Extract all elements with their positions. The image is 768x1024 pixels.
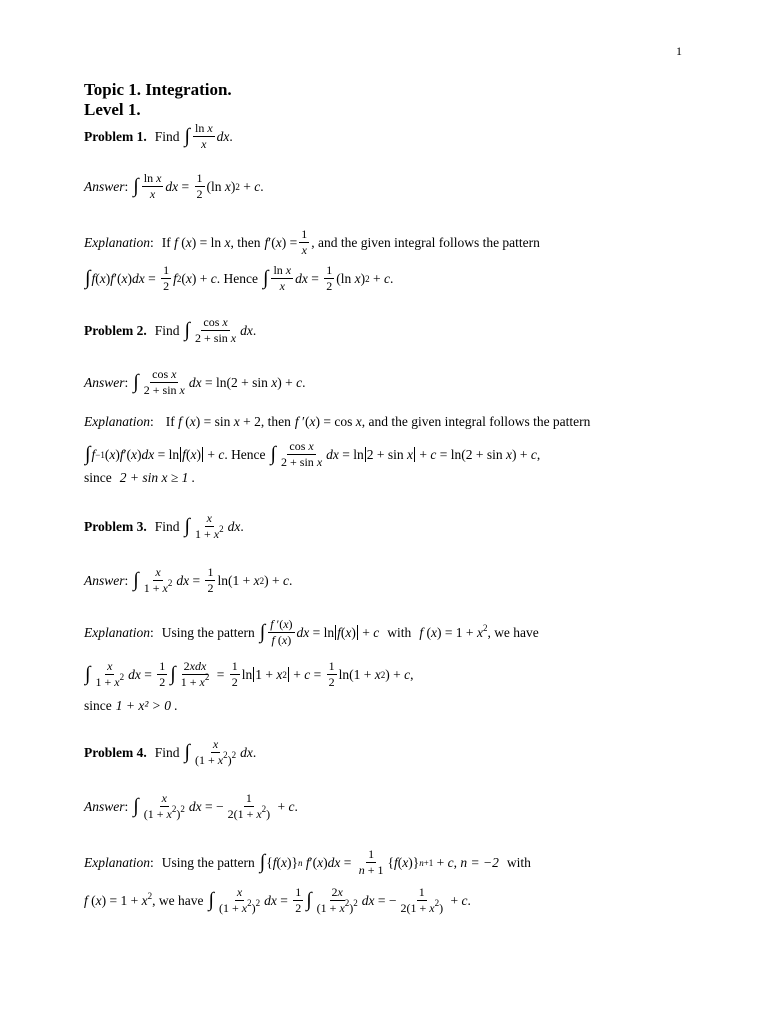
problem-4-derivation: f $(x) = 1 + x^2$ , we have ∫ $\frac{x}{(1 + x^2)^2}$ dx = $\frac{1}{2}$ ∫ $\frac{2x}{(1 + x^2)^2}$ dx = − $\frac{1}{2(1 + x^2)}$ + c . bbox=[84, 885, 471, 915]
text-with: with bbox=[506, 854, 531, 870]
problem-4-label: Problem 4. bbox=[84, 744, 147, 760]
problem-1-statement bbox=[84, 122, 233, 151]
answer-label: Answer bbox=[84, 798, 125, 814]
problem-1-integral: ∫ $\frac{\text{ln x}}{x}$ dx . bbox=[184, 121, 233, 151]
problem-3-answer: Answer : ∫ $\frac{x}{1 + x^2}$ dx = $\frac{1}{2}$ ln(1 + x 2 ) + c . bbox=[84, 565, 293, 595]
text-then: , then bbox=[230, 234, 261, 250]
topic-title: Topic 1. Integration. bbox=[84, 80, 232, 99]
problem-3-statement: Problem 3. Find ∫ $\frac{x}{1 + x^2}$ dx . bbox=[84, 511, 244, 541]
text-we-have: , we have bbox=[487, 624, 539, 640]
explanation-label: Explanation bbox=[84, 234, 150, 250]
text-hence: . Hence bbox=[216, 270, 258, 286]
text-hence: . Hence bbox=[224, 446, 266, 462]
problem-2-answer: Answer : ∫ $\frac{\text{cos x}}{\text{2 + sin x}}$ dx = ln(2 + sin x ) + c . bbox=[84, 367, 306, 397]
text-with: with bbox=[387, 624, 412, 640]
problem-2-statement: Problem 2. Find ∫ $\frac{\text{cos x}}{\text{2 + sin x}}$ dx . bbox=[84, 315, 257, 345]
since-condition: 2 + sin x ≥ 1 . bbox=[119, 470, 196, 485]
since-label: since bbox=[84, 698, 112, 713]
problem-2-since bbox=[84, 470, 195, 486]
answer-label: Answer bbox=[84, 374, 125, 390]
explanation-label: Explanation bbox=[84, 854, 150, 870]
problem-2-label: Problem 2. bbox=[84, 322, 147, 338]
find-label: Find bbox=[154, 518, 180, 534]
problem-2-explanation: Explanation : If f (x) = sin x + 2 , then f ′(x) = cos x , and the given integral follows the pattern bbox=[84, 414, 591, 429]
problem-3-derivation: ∫ $\frac{x}{1 + x^2}$ dx = $\frac{1}{2}$ ∫ $\frac{\text{2xdx}}{1 + x^2}$ = $\frac{1}{2}$ ln 1 + x 2 + c = $\frac{1}{2}$ ln(1 + x 2 ) + c , bbox=[85, 659, 414, 689]
problem-1-label: Problem 1. bbox=[84, 128, 147, 144]
problem-3-since bbox=[84, 698, 178, 714]
problem-1-explanation: Explanation : If f (x) = ln x , then f ′( x ) = $\frac{1}{x}$ , and the given integral follows the pattern bbox=[84, 227, 540, 257]
text-follows: , and the given integral follows the pattern bbox=[311, 234, 540, 250]
text-then: , then bbox=[260, 414, 291, 429]
level-title: Level 1. bbox=[84, 100, 141, 119]
problem-1-pattern: ∫ f ( x ) f ′( x ) dx = $\frac{1}{2}$ f 2 ( x ) + c . Hence ∫ $\frac{\text{ln x}}{x}$ dx = $\frac{1}{2}$ (ln x ) 2 + c . bbox=[85, 263, 394, 293]
answer-label: Answer bbox=[84, 178, 125, 194]
problem-3-label: Problem 3. bbox=[84, 518, 147, 534]
explanation-label: Explanation bbox=[84, 624, 150, 640]
problem-3-explanation: Explanation : Using the pattern ∫ $\frac{f '(x)}{f (x)}$ dx = ln f ( x ) + c with f $(x) = 1 + x^2$ , we have bbox=[84, 617, 539, 647]
n-value: n = −2 bbox=[460, 854, 499, 870]
problem-1-answer-formula: ∫ $\frac{\text{ln x}}{x}$ dx = $\frac{1}{2}$ (ln x ) 2 + c . bbox=[133, 171, 264, 201]
find-label: Find bbox=[154, 744, 180, 760]
text-we-have: , we have bbox=[152, 892, 204, 908]
problem-4-statement: Problem 4. Find ∫ $\frac{x}{(1 + x^2)^2}$ dx . bbox=[84, 737, 257, 767]
text-using: Using the pattern bbox=[161, 624, 255, 640]
answer-label: Answer bbox=[84, 572, 125, 588]
problem-1-answer: Answer : ∫ $\frac{\text{ln x}}{x}$ dx = $\frac{1}{2}$ (ln x ) 2 + c . bbox=[84, 171, 264, 201]
problem-4-explanation: Explanation : Using the pattern ∫ { f ( x )} n f ′( x ) dx = $\frac{1}{n + 1}$ { f ( x )} n+1 + c , n = −2 with bbox=[84, 847, 531, 877]
page-number: 1 bbox=[676, 44, 682, 58]
find-label: Find bbox=[154, 322, 180, 338]
problem-2-pattern: ∫ f −1 ( x ) f ′( x ) dx = ln f ( x ) + c . Hence ∫ $\frac{\text{cos x}}{\text{2 + sin x}}$ dx = ln 2 + sin x + c = ln(2 + sin x ) + c , bbox=[85, 439, 541, 469]
find-label: Find bbox=[154, 128, 180, 144]
problem-4-answer: Answer : ∫ $\frac{x}{(1 + x^2)^2}$ dx = − $\frac{1}{2(1 + x^2)}$ + c . bbox=[84, 791, 298, 821]
explanation-label: Explanation bbox=[84, 414, 150, 429]
text-follows: , and the given integral follows the pattern bbox=[361, 414, 591, 429]
since-condition: 1 + x² > 0 . bbox=[115, 698, 178, 713]
since-label: since bbox=[84, 470, 112, 485]
text-using: Using the pattern bbox=[161, 854, 255, 870]
